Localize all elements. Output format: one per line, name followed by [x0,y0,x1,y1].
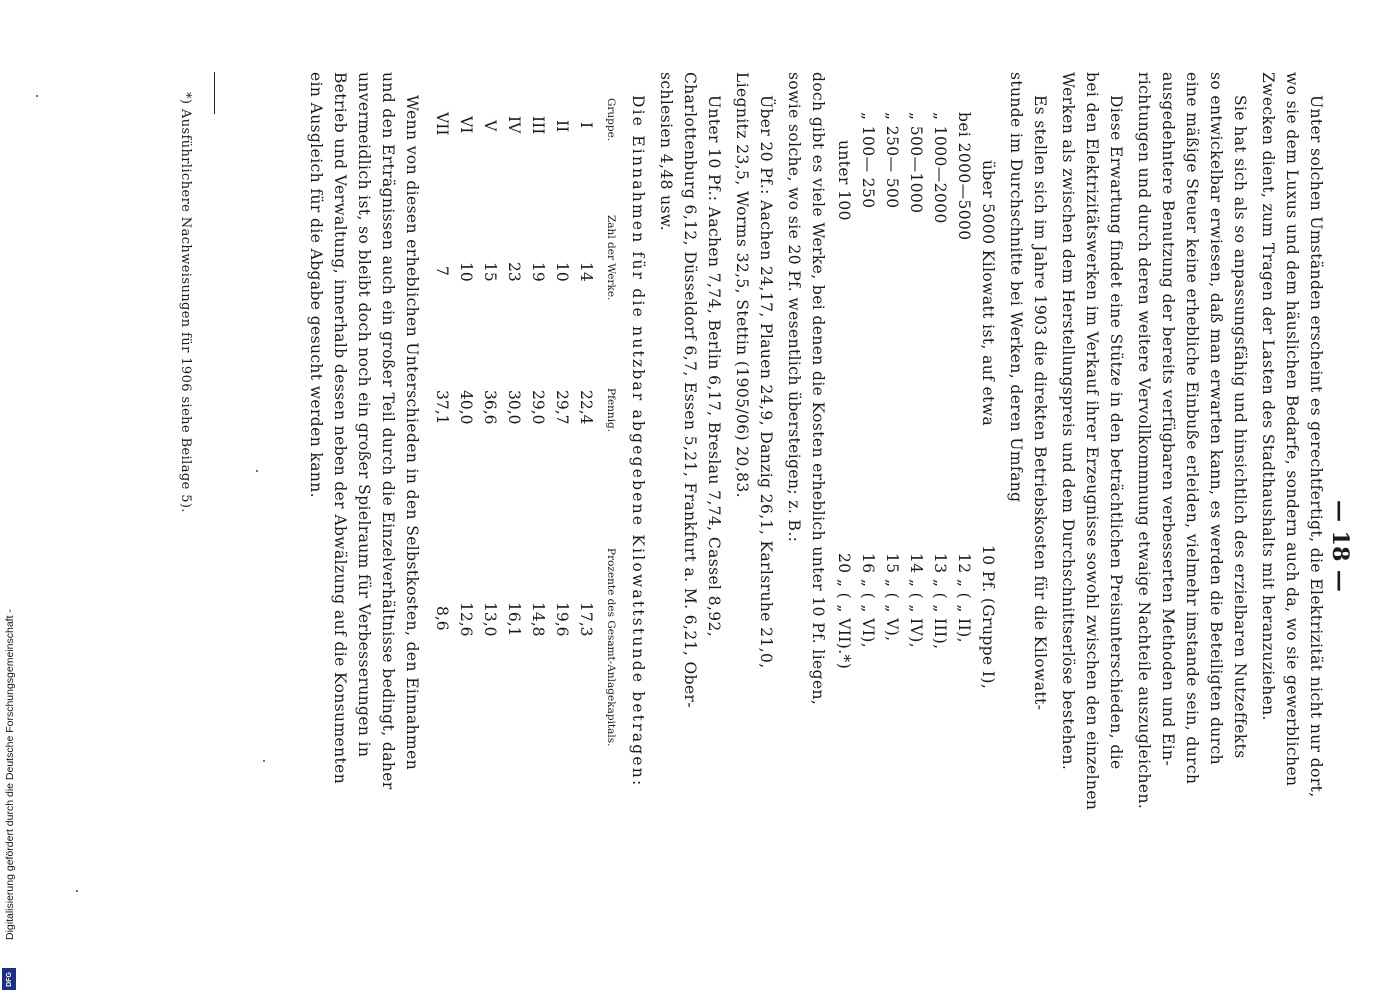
text-line: und den Erträgnissen auch ein großer Teil durch die Einzelverhältnisse bedingt, daher [379,72,397,790]
scan-speck [256,470,258,472]
table-cell: 14,8 [529,602,547,637]
text-line: so entwickelbar erwiesen, daß man erwarten kann, es werden die Beteiligten durch [1207,72,1225,765]
table-header: Pfennig. [605,388,617,433]
table-cell: 8,6 [433,606,451,631]
text-line: Betrieb und Verwaltung, innerhalb dessen neben der Abwälzung auf die Konsumenten [331,72,349,785]
text-line: unvermeidlich ist, so bleibt doch noch ein großer Spielraum für Verbesserungen in [355,72,373,758]
table-cell: 29,0 [529,390,547,425]
text-line: schlesien 4,48 usw. [657,72,675,232]
table-cell: 22,4 [577,390,595,425]
digitization-credit-text: Digitalisierung gefördert durch die Deutsche Forschungsgemeinschaft - [4,609,16,940]
cost-list-label: „ 500—1000 [907,112,925,214]
table-cell: 10 [553,262,571,282]
table-cell: I [577,122,595,129]
cost-list-value: 16 „ ( „ VI), [859,553,877,649]
cost-list-value: 13 „ ( „ III), [931,553,949,650]
table-cell: 14 [577,262,595,282]
table-cell: 37,1 [433,390,451,425]
cost-list-label: „ 100— 250 [859,112,877,209]
text-line: Diese Erwartung findet eine Stütze in den beträchtlichen Preisunterschieden, die [1107,95,1125,770]
table-cell: 40,0 [457,390,475,425]
table-cell: 13,0 [481,602,499,637]
table-cell: 7 [433,266,451,276]
digitization-credit-bar [0,0,20,1000]
cost-list-label: über 5000 Kilowatt ist, auf etwa [979,160,997,427]
cost-list-value: 20 „ ( „ VII).*) [835,553,853,670]
text-line: Zwecken dient, zum Tragen der Lasten des Stadthaushalts mit heranzuziehen. [1259,72,1277,721]
text-line: Liegnitz 23,5, Worms 32,5, Stettin (1905/06) 20,83. [733,72,751,498]
table-cell: 10 [457,262,475,282]
text-line: Über 20 Pf.: Aachen 24,17, Plauen 24,9, Danzig 26,1, Karlsruhe 21,0, [757,95,775,669]
table-cell: 17,3 [577,602,595,637]
scan-speck [76,890,78,892]
text-line: sowie solche, wo sie 20 Pf. wesentlich übersteigen; z. B.: [785,72,803,543]
table-cell: 30,0 [505,390,523,425]
cost-list-label: „ 250— 500 [883,112,901,209]
table-cell: IV [505,116,523,134]
footnote: *) Ausführlichere Nachweisungen für 1906 siehe Beilage 5). [178,92,193,513]
table-header: Zahl der Werke. [605,215,617,301]
scan-speck [36,95,38,97]
text-line: ein Ausgleich für die Abgabe gesucht werden kann. [307,72,325,498]
text-line: bei den Elektrizitätswerken im Verkauf ihrer Erzeugnisse sowohl zwischen den einzelnen [1083,72,1101,811]
cost-list-label: „ 1000—2000 [931,112,949,224]
text-line: doch gibt es viele Werke, bei denen die Kosten erheblich unter 10 Pf. liegen, [809,72,827,706]
cost-list-value: 10 Pf. (Gruppe I), [979,545,997,690]
text-line: richtungen und durch deren weitere Vervollkommnung etwaige Nachteile auszugleichen. [1135,72,1153,810]
text-line: Es stellen sich im Jahre 1903 die direkten Betriebskosten für die Kilowatt- [1031,95,1049,711]
text-line: Unter 10 Pf.: Aachen 7,74, Berlin 6,17, Breslau 7,74, Cassel 8,92, [705,95,723,638]
text-line: Unter solchen Umständen erscheint es gerechtfertigt, die Elektrizität nicht nur dort, [1307,95,1325,798]
text-line: eine mäßige Steuer keine erhebliche Einbuße erleiden, vielmehr imstande sein, durch [1183,72,1201,785]
page-number: — 18 — [1327,500,1353,593]
footnote-divider [214,72,215,114]
text-line: wo sie dem Luxus und dem häuslichen Bedarfe, sondern auch da, wo sie gewerblichen [1283,72,1301,787]
cost-list-label: unter 100 [835,140,853,221]
text-line: Wenn von diesen erheblichen Unterschieden in den Selbstkosten, den Einnahmen [403,95,421,771]
table-header: Gruppe. [605,98,617,142]
table-cell: VII [433,112,451,136]
text-line: Werken als zwischen dem Herstellungspreis und dem Durchschnittserlöse bestehen. [1059,72,1077,771]
cost-list-label: bei 2000—5000 [955,112,973,241]
cost-list-value: 15 „ ( „ V), [883,553,901,642]
table-intro: Die Einnahmen für die nutzbar abgegebene Kilowattstunde betragen: [629,95,647,788]
table-cell: VI [457,116,475,134]
table-cell: III [529,116,547,135]
table-cell: 12,6 [457,602,475,637]
text-line: stunde im Durchschnitte bei Werken, deren Umfang [1007,72,1025,503]
text-line: ausgedehntere Benutzung der bereits verfügbaren verbesserten Methoden und Ein- [1159,72,1177,767]
table-cell: V [481,120,499,132]
table-cell: 19,6 [553,602,571,637]
scan-speck [263,760,265,762]
dfg-logo-text: DFG [5,971,13,987]
cost-list-value: 12 „ ( „ II), [955,553,973,643]
table-cell: 36,6 [481,390,499,425]
table-cell: II [553,120,571,133]
table-cell: 19 [529,262,547,282]
table-cell: 29,7 [553,390,571,425]
text-line: Charlottenburg 6,12, Düsseldorf 6,7, Essen 5,21, Frankfurt a. M. 6,21, Ober- [681,72,699,708]
dfg-logo [2,968,16,990]
cost-list-value: 14 „ ( „ IV), [907,553,925,649]
table-cell: 16,1 [505,602,523,637]
table-cell: 15 [481,262,499,282]
table-header: Prozente des Gesamt-Anlagekapitals. [605,548,617,747]
text-line: Sie hat sich als so anpassungsfähig und hinsichtlich des erzielbaren Nutzeffekts [1231,95,1249,759]
table-cell: 23 [505,262,523,282]
